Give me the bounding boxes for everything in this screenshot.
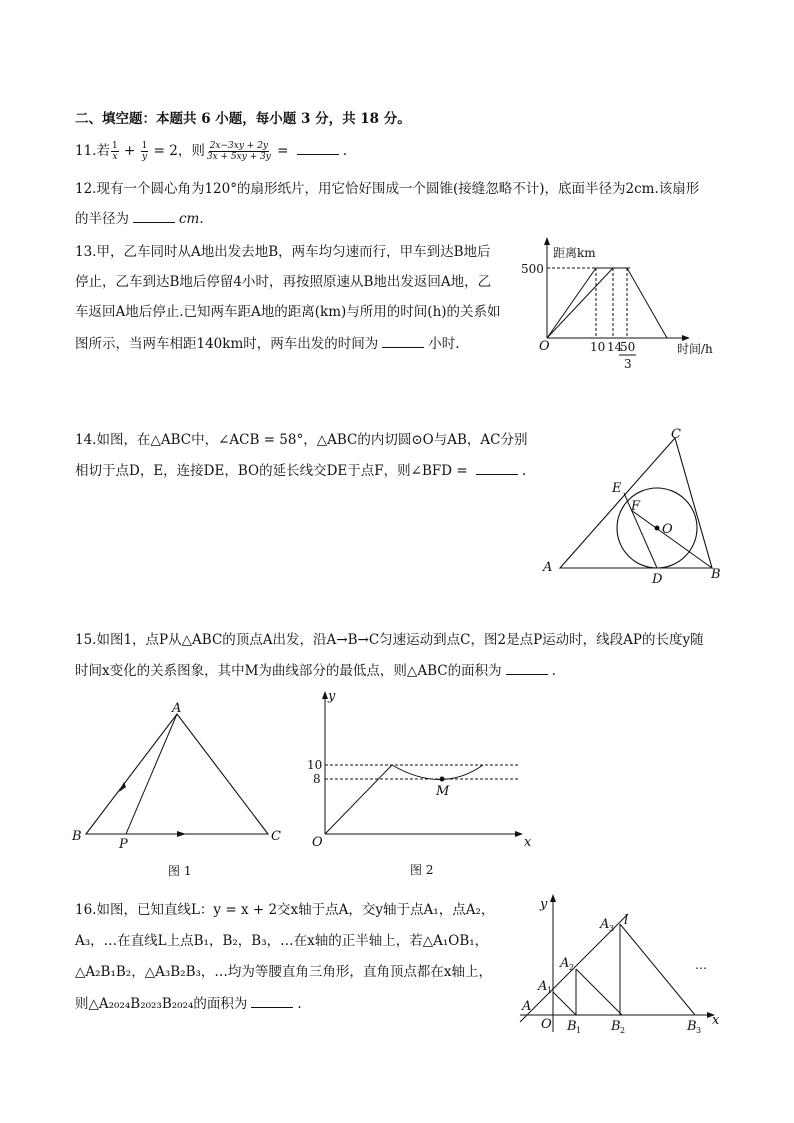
q16-label-a: A <box>522 999 532 1014</box>
q11-plus: + <box>119 143 140 159</box>
q15-fig2-x-label: x <box>524 835 532 850</box>
q16-y-arrow <box>550 894 556 902</box>
q15-line2-a: 时间x变化的关系图象，其中M为曲线部分的最低点，则△ABC的面积为 <box>75 663 502 679</box>
q15-fig2-x-arrow <box>515 831 523 837</box>
q13-line3: 车返回A地后停止.已知两车距A地的距离(km)与所用的时间(h)的关系如 <box>75 304 501 320</box>
answer-blank-12[interactable] <box>133 210 175 223</box>
q14-label-o: O <box>662 522 673 537</box>
q16-sub-b3: 3 <box>696 1026 702 1035</box>
q15-figure-2 <box>300 688 540 880</box>
q14-label-c: C <box>671 427 681 442</box>
q13-origin: O <box>539 339 550 354</box>
q12-line2-a: 的半径为 <box>75 211 129 227</box>
q11-frac2-den: y <box>141 152 148 162</box>
q12-line2-b: cm. <box>179 211 204 227</box>
q15-fig2-point-m <box>440 777 445 782</box>
q16-sub-a1: 1 <box>547 986 553 995</box>
q14-segment-bf <box>631 510 712 568</box>
q13-y-tick-500: 500 <box>521 262 544 276</box>
q14-label-b: B <box>711 567 721 582</box>
q16-ellipsis: … <box>695 958 707 972</box>
q13-x-tick-10: 10 <box>590 340 606 354</box>
q13-line4-b: 小时. <box>428 336 460 352</box>
q15-line2-b: . <box>551 663 556 679</box>
q15-fig1-caption: 图 1 <box>168 864 192 878</box>
q15-triangle-abc <box>86 714 268 834</box>
q14-triangle-incircle-figure <box>535 420 735 585</box>
answer-blank-15[interactable] <box>506 662 548 675</box>
q16-line1: 16.如图，已知直线L：y = x + 2交x轴于点A，交y轴于点A₁，点A₂， <box>75 902 495 918</box>
q16-label-a1: A <box>538 979 548 994</box>
q15-fig2-caption: 图 2 <box>410 863 434 877</box>
q16-sub-a3: 3 <box>609 924 615 933</box>
q14-label-d: D <box>652 572 663 587</box>
q15-arrow-bc <box>177 831 186 837</box>
answer-blank-11[interactable] <box>297 142 339 155</box>
q11-prefix: 11.若 <box>75 143 110 159</box>
q16-sub-b2: 2 <box>620 1026 626 1035</box>
q16-label-a2: A <box>560 956 570 971</box>
q13-line4-a: 图所示，当两车相距140km时，两车出发的时间为 <box>75 336 379 352</box>
q13-car-yi-line <box>547 268 667 338</box>
q14-label-f: F <box>631 499 641 514</box>
q13-y-label: 距离km <box>553 246 596 260</box>
q13-x-tick-14: 14 <box>607 340 623 354</box>
q11-frac-1x <box>111 141 119 162</box>
q16-label-b1: B <box>567 1019 577 1034</box>
q15-fig1-label-a: A <box>172 701 182 716</box>
q16-label-a3: A <box>600 917 610 932</box>
q14-label-a: A <box>543 560 553 575</box>
answer-blank-14[interactable] <box>476 462 518 475</box>
q16-a1-b1 <box>553 992 576 1015</box>
q15-figure-1 <box>68 700 288 880</box>
q11-frac2-num: 1 <box>141 141 148 151</box>
q13-line4 <box>75 332 460 352</box>
q13-y-arrow <box>544 237 550 245</box>
q16-line4-a: 则△A₂₀₂₄B₂₀₂₃B₂₀₂₄的面积为 <box>75 996 248 1012</box>
q16-line4 <box>75 992 302 1012</box>
q11-eq: = 2，则 <box>149 143 205 159</box>
q14-line2-a: 相切于点D，E，连接DE，BO的延长线交DE于点F，则∠BFD = <box>75 463 472 479</box>
q15-fig2-curve-bc <box>392 765 483 780</box>
q16-a3-b3 <box>620 924 695 1015</box>
q11-frac-1y <box>141 141 149 162</box>
q15-fig2-line-ab <box>325 765 392 834</box>
q15-segment-ap <box>126 714 177 834</box>
q11-frac1-num: 1 <box>111 141 118 151</box>
q11-big-den: 3x + 5xy + 3y <box>206 152 271 162</box>
q14-line2 <box>75 459 526 479</box>
q16-label-b3: B <box>687 1019 697 1034</box>
question-11 <box>75 139 347 162</box>
q11-big-frac <box>206 141 272 162</box>
q16-line3: △A₂B₁B₂，△A₃B₂B₃，…均为等腰直角三角形，直角顶点都在x轴上， <box>75 964 493 980</box>
q16-label-o: O <box>541 1017 552 1032</box>
q13-line2: 停止，乙车到达B地后停留4小时，再按照原速从B地出发返回A地，乙 <box>75 274 492 290</box>
q15-fig2-tick-10: 10 <box>307 758 323 772</box>
q15-fig2-origin: O <box>312 835 323 850</box>
q14-line1: 14.如图，在△ABC中，∠ACB = 58°，△ABC的内切圆⊙O与AB，AC分别 <box>75 432 528 448</box>
q13-car-jia-line <box>547 268 613 338</box>
q13-x-arrow <box>682 335 690 341</box>
q13-distance-time-graph <box>515 235 713 375</box>
q11-end: . <box>342 143 348 159</box>
q15-fig1-label-c: C <box>271 829 281 844</box>
q16-a2-b2 <box>576 969 622 1015</box>
q15-fig2-y-label: y <box>328 689 336 704</box>
q16-line4-b: . <box>297 996 302 1012</box>
q12-line1: 12.现有一个圆心角为120°的扇形纸片，用它恰好围成一个圆锥(接缝忽略不计)，底面半径为2cm.该扇形 <box>75 181 700 197</box>
q16-label-y: y <box>540 897 548 912</box>
q13-x-label: 时间/h <box>677 342 713 356</box>
q16-line-triangles-figure <box>510 892 730 1042</box>
section-header: 二、填空题：本题共 6 小题，每小题 3 分，共 18 分。 <box>75 111 411 127</box>
q14-center-dot <box>655 526 660 531</box>
q14-line2-b: . <box>521 463 527 479</box>
q16-label-x: x <box>712 1013 720 1028</box>
q13-line1: 13.甲，乙车同时从A地出发去地B，两车均匀速而行，甲车到达B地后 <box>75 244 491 260</box>
q15-line1: 15.如图1，点P从△ABC的顶点A出发，沿A→B→C匀速运动到点C，图2是点P运动时，线段AP的长度y随 <box>75 632 704 648</box>
q15-fig1-label-b: B <box>72 829 82 844</box>
q13-x-tick-50: 50 <box>620 340 636 354</box>
q12-line2 <box>75 207 204 227</box>
answer-blank-16[interactable] <box>251 995 293 1008</box>
q11-big-num: 2x−3xy + 2y <box>209 141 269 151</box>
q15-line2 <box>75 659 556 679</box>
q16-sub-a2: 2 <box>569 963 575 972</box>
q11-suffix: = <box>272 143 293 159</box>
q11-frac1-den: x <box>112 152 118 162</box>
answer-blank-13[interactable] <box>382 335 424 348</box>
q15-fig2-label-m: M <box>436 784 450 799</box>
q16-line2: A₃，…在直线L上点B₁，B₂，B₃，…在x轴的正半轴上，若△A₁OB₁， <box>75 933 489 949</box>
q16-sub-b1: 1 <box>576 1026 582 1035</box>
q16-label-l: l <box>624 913 629 928</box>
q16-label-b2: B <box>611 1019 621 1034</box>
q14-label-e: E <box>612 481 622 496</box>
q15-fig1-label-p: P <box>119 837 128 852</box>
q13-x-tick-3: 3 <box>624 357 632 371</box>
q15-fig2-tick-8: 8 <box>313 772 321 786</box>
